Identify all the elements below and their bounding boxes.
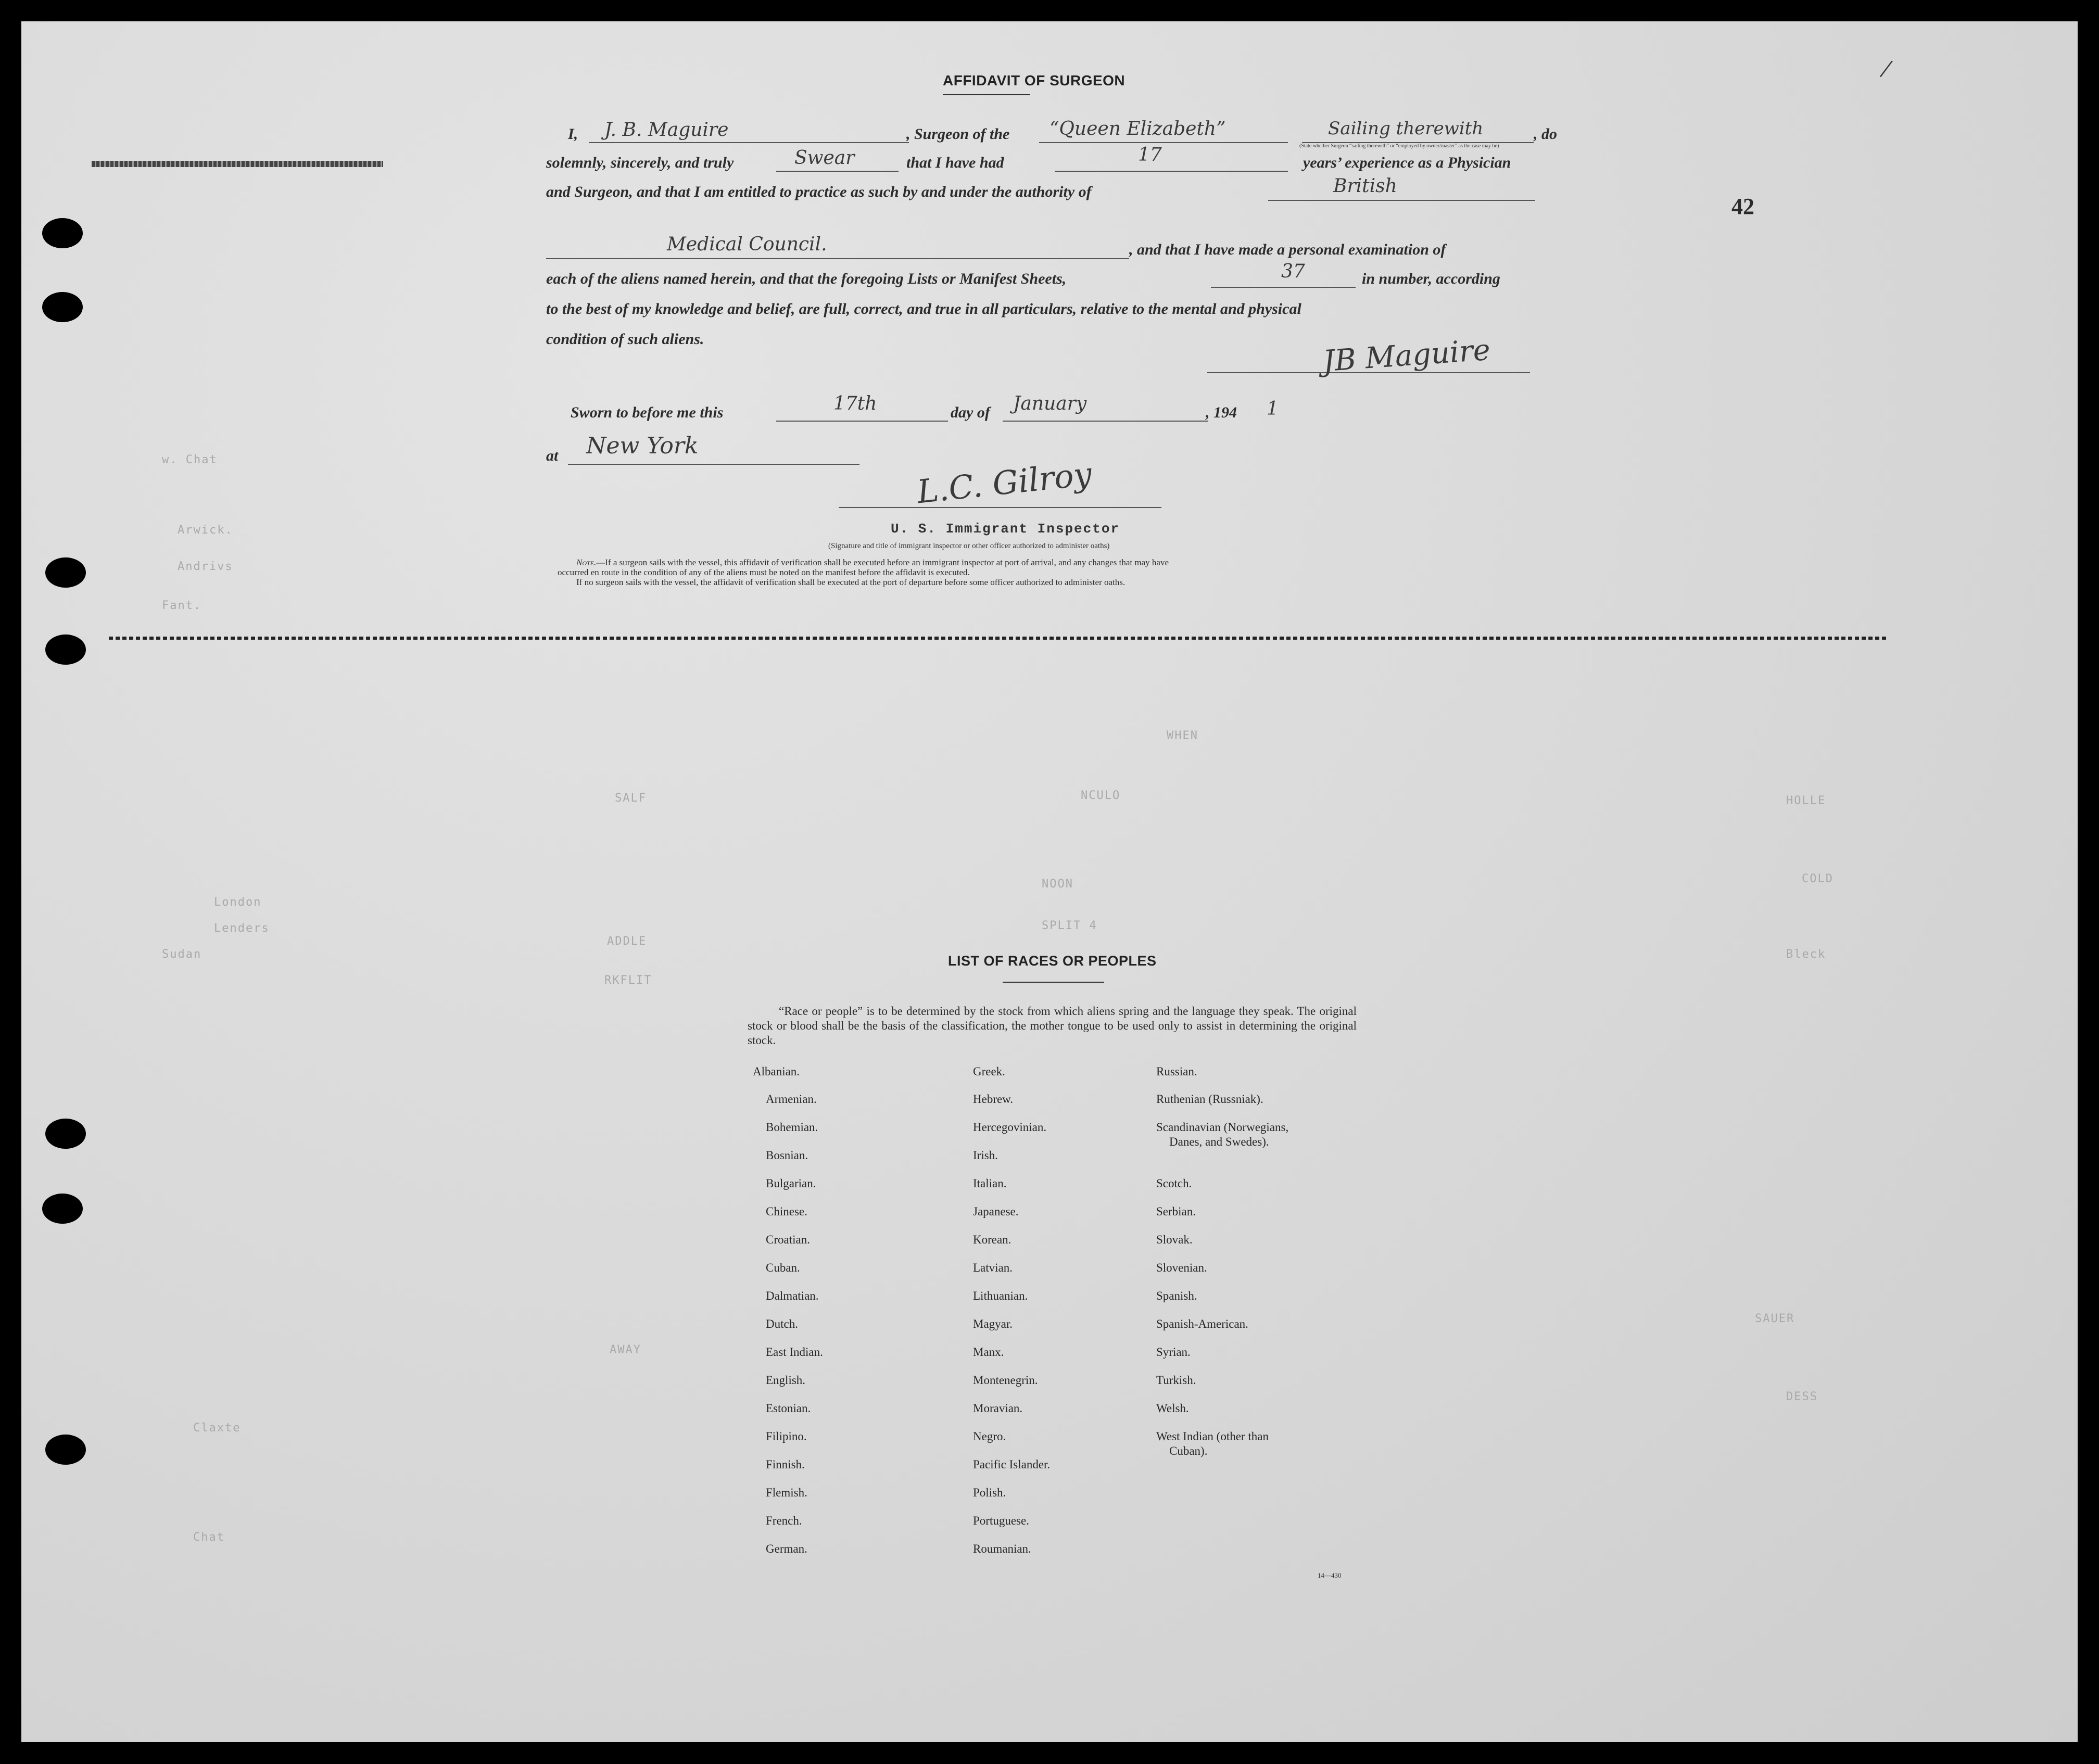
race-item: French. — [766, 1514, 802, 1527]
race-item: Scotch. — [1156, 1177, 1192, 1190]
race-item: Scandinavian (Norwegians, — [1156, 1121, 1289, 1134]
race-item: Turkish. — [1156, 1374, 1196, 1387]
year-prefix: , 194 — [1206, 404, 1237, 421]
inspector-signature: L.C. Gilroy — [915, 454, 1094, 511]
race-item: Irish. — [973, 1149, 998, 1162]
race-item: Danes, and Swedes). — [1169, 1135, 1269, 1148]
race-item: Hebrew. — [973, 1093, 1014, 1106]
manifest-sheet — [21, 21, 2078, 1742]
race-item: Bulgarian. — [766, 1177, 816, 1190]
bleed-text: SALF — [615, 792, 647, 805]
race-item: Pacific Islander. — [973, 1458, 1051, 1471]
race-item: Moravian. — [973, 1402, 1023, 1415]
bleed-text: Andrivs — [178, 560, 233, 573]
bleed-text: Arwick. — [178, 524, 233, 537]
note-line-3: If no surgeon sails with the vessel, the affidavit of verification shall be executed at the port of departure before some officer authorized to administer oaths. — [576, 577, 1126, 587]
race-item: Spanish. — [1156, 1289, 1197, 1302]
note-line-1: —If a surgeon sails with the vessel, this affidavit of verification shall be executed before an immigrant inspector at port of arrival, and any changes that may have — [596, 557, 1169, 567]
race-item: Greek. — [973, 1065, 1005, 1078]
race-item: Ruthenian (Russniak). — [1156, 1093, 1263, 1106]
race-item: Bohemian. — [766, 1121, 818, 1134]
at-text: at — [546, 447, 559, 464]
race-item: Korean. — [973, 1233, 1011, 1246]
years-experience: years’ experience as a Physician — [1303, 154, 1511, 171]
races-title: LIST OF RACES OR PEOPLES — [948, 953, 1157, 969]
race-item: East Indian. — [766, 1346, 823, 1359]
race-item: Dalmatian. — [766, 1289, 819, 1302]
race-item: Serbian. — [1156, 1205, 1196, 1218]
sailing-note: (State whether Surgeon “sailing therewith” or “employed by owner/master” as the case may be) — [1299, 143, 1499, 149]
race-item: Portuguese. — [973, 1514, 1029, 1527]
affidavit-note — [558, 557, 1578, 587]
in-number-text: in number, according — [1362, 270, 1500, 287]
race-item: Croatian. — [766, 1233, 810, 1246]
bleed-text: RKFLIT — [604, 974, 652, 987]
bleed-text: London — [214, 896, 262, 909]
race-item: English. — [766, 1374, 806, 1387]
bleed-text: NOON — [1042, 878, 1073, 891]
title-underline — [943, 94, 1030, 95]
race-item: Hercegovinian. — [973, 1121, 1047, 1134]
bleed-text: SAUER — [1755, 1312, 1795, 1325]
races-title-underline — [1003, 982, 1104, 983]
sheet-count: 37 — [1281, 261, 1305, 282]
form-number: 14—430 — [1318, 1571, 1342, 1579]
bleed-text: WHEN — [1167, 729, 1198, 742]
inspector-title: U. S. Immigrant Inspector — [891, 521, 1120, 537]
redacted-strip — [92, 161, 383, 167]
race-item: Syrian. — [1156, 1346, 1191, 1359]
affidavit-title: AFFIDAVIT OF SURGEON — [943, 72, 1126, 88]
bleed-text: Fant. — [162, 599, 202, 612]
sworn-before-text: Sworn to before me this — [571, 404, 724, 421]
race-item: Japanese. — [973, 1205, 1019, 1218]
race-item: Dutch. — [766, 1317, 798, 1330]
bleed-text: Lenders — [214, 922, 270, 935]
race-item: Slovak. — [1156, 1233, 1193, 1246]
personal-exam-text: , and that I have made a personal examination of — [1129, 241, 1446, 258]
solemnly-text: solemnly, sincerely, and truly — [546, 154, 734, 171]
bleed-text: Claxte — [193, 1422, 241, 1435]
condition-text: condition of such aliens. — [546, 331, 704, 348]
bleed-text: DESS — [1786, 1390, 1818, 1403]
bleed-text: Bleck — [1786, 948, 1826, 961]
race-item: Bosnian. — [766, 1149, 808, 1162]
race-item: Cuban). — [1169, 1444, 1208, 1457]
race-item: Lithuanian. — [973, 1289, 1028, 1302]
race-item: Negro. — [973, 1430, 1006, 1443]
years-value: 17 — [1138, 144, 1162, 166]
surgeon-name: J. B. Maguire — [604, 119, 729, 141]
page-number: 42 — [1731, 194, 1754, 219]
race-item: Manx. — [973, 1346, 1004, 1359]
day-of-text: day of — [951, 404, 990, 421]
corner-mark: / — [1878, 53, 1895, 85]
do-text: , do — [1534, 125, 1557, 143]
race-item: Spanish-American. — [1156, 1317, 1248, 1330]
inspector-caption: (Signature and title of immigrant inspector or other officer authorized to administer oaths) — [828, 542, 1110, 550]
race-item: Albanian. — [753, 1065, 800, 1078]
place-value: New York — [586, 433, 699, 459]
race-item: Russian. — [1156, 1065, 1197, 1078]
authority-value: British — [1333, 175, 1397, 197]
race-item: Estonian. — [766, 1402, 811, 1415]
bleed-text: Sudan — [162, 948, 202, 961]
race-item: Welsh. — [1156, 1402, 1189, 1415]
sworn-day: 17th — [833, 393, 877, 414]
oath-word: Swear — [794, 147, 855, 169]
that-i-have-had: that I have had — [906, 154, 1004, 171]
race-item: Flemish. — [766, 1486, 807, 1499]
bleed-text: NCULO — [1081, 789, 1121, 802]
bleed-text: Chat — [193, 1531, 225, 1544]
sailing-status: Sailing therewith — [1328, 118, 1484, 139]
and-surgeon-text: and Surgeon, and that I am entitled to practice as such by and under the authority of — [546, 183, 1092, 200]
race-item: Filipino. — [766, 1430, 807, 1443]
race-item: Montenegrin. — [973, 1374, 1038, 1387]
race-item: Slovenian. — [1156, 1261, 1207, 1274]
surgeon-of-the: , Surgeon of the — [906, 125, 1010, 143]
sworn-month: January — [1013, 393, 1087, 414]
race-item: West Indian (other than — [1156, 1430, 1269, 1443]
council-value: Medical Council. — [667, 234, 827, 255]
note-label: Note. — [576, 557, 597, 567]
bleed-text: w. Chat — [162, 453, 218, 466]
each-of-text: each of the aliens named herein, and that the foregoing Lists or Manifest Sheets, — [546, 270, 1067, 287]
race-item: German. — [766, 1542, 807, 1555]
bleed-text: SPLIT 4 — [1042, 919, 1097, 932]
races-intro: “Race or people” is to be determined by the stock from which aliens spring and the language they speak. The original stock or blood shall be the basis of the classification, the mother tongue to be used only to assist in determining the original stock. — [748, 1005, 1357, 1047]
race-item: Polish. — [973, 1486, 1006, 1499]
race-item: Armenian. — [766, 1093, 817, 1106]
i-prefix: I, — [568, 125, 578, 143]
bleed-text: ADDLE — [607, 935, 647, 948]
race-item: Roumanian. — [973, 1542, 1031, 1555]
race-item: Finnish. — [766, 1458, 805, 1471]
race-item: Latvian. — [973, 1261, 1013, 1274]
race-item: Cuban. — [766, 1261, 800, 1274]
vessel-name: “Queen Elizabeth” — [1050, 118, 1226, 139]
sworn-year: 1 — [1267, 398, 1279, 420]
race-item: Magyar. — [973, 1317, 1013, 1330]
to-the-best-text: to the best of my knowledge and belief, are full, correct, and true in all particulars, relative to the mental and physical — [546, 300, 1301, 318]
bleed-text: HOLLE — [1786, 794, 1826, 807]
race-item: Italian. — [973, 1177, 1007, 1190]
bleed-text: COLD — [1802, 872, 1834, 885]
bleed-text: AWAY — [610, 1343, 641, 1356]
note-line-2: occurred en route in the condition of any of the aliens must be noted on the manifest before the affidavit is executed. — [558, 567, 970, 577]
dashed-separator — [109, 637, 1887, 640]
surgeon-signature: JB Maguire — [1322, 333, 1491, 379]
race-item: Chinese. — [766, 1205, 807, 1218]
